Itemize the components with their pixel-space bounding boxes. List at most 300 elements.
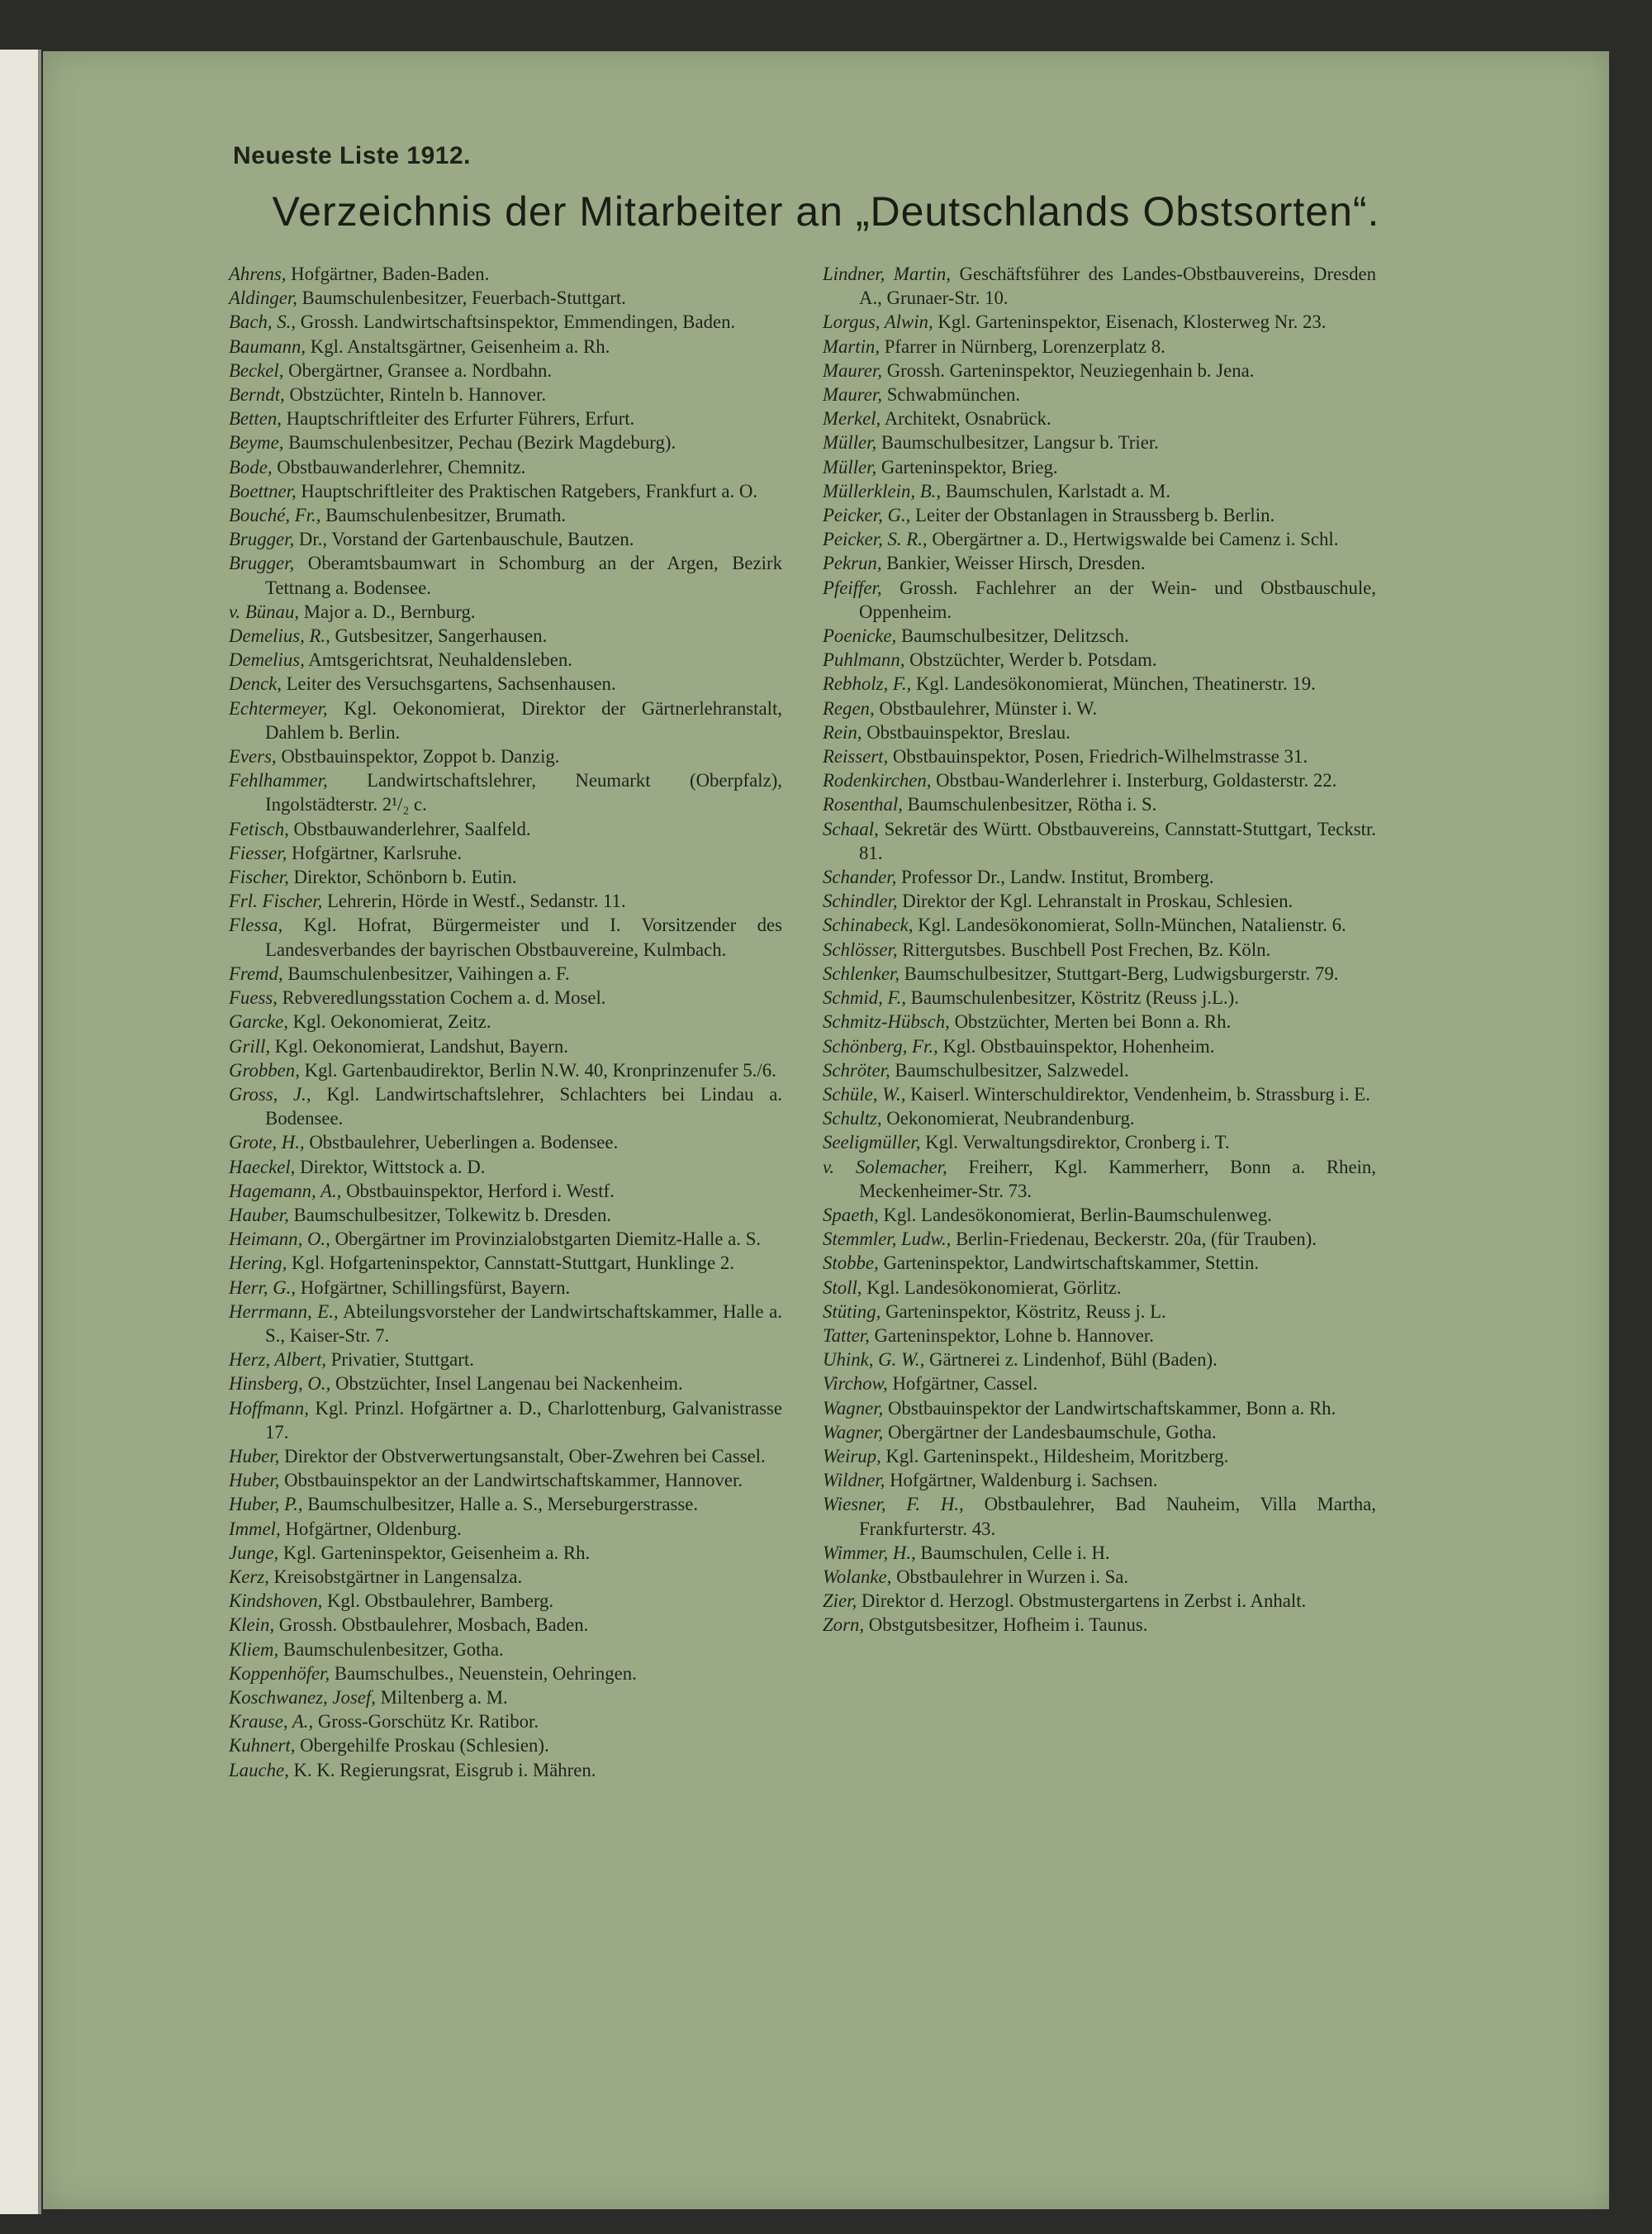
list-entry xyxy=(229,744,782,768)
entry-text: Direktor, Schönborn b. Eutin. xyxy=(293,867,517,888)
entry-name: Seeligmüller, xyxy=(823,1132,921,1153)
entry-text: Obstbaulehrer in Wurzen i. Sa. xyxy=(896,1566,1129,1587)
entry-name: Rebholz, F., xyxy=(823,673,912,695)
entry-text: Kgl. Hofrat, Bürgermeister und I. Vorsitzender des Landesverbandes der bayrischen Obstbauvereine, Kulmbach. xyxy=(265,915,782,960)
entry-name: Kuhnert, xyxy=(229,1735,296,1756)
entry-name: Tatter, xyxy=(823,1324,870,1346)
list-entry xyxy=(229,1082,782,1130)
entry-name: Hering, xyxy=(229,1252,287,1274)
list-entry xyxy=(823,1348,1376,1371)
list-entry xyxy=(823,1227,1376,1251)
entry-text: Schwabmünchen. xyxy=(886,384,1021,406)
entry-text: Rebveredlungsstation Cochem a. d. Mosel. xyxy=(282,987,606,1009)
entry-text: Geschäftsführer des Landes-Obstbauvereins, Dresden A., Grunaer-Str. 10. xyxy=(859,264,1376,309)
list-entry xyxy=(823,359,1376,383)
entry-name: Wagner, xyxy=(823,1397,884,1419)
list-entry xyxy=(229,286,782,310)
entry-name: Schinabeck, xyxy=(823,915,914,936)
entry-text: Kgl. Oekonomierat, Landshut, Bayern. xyxy=(274,1035,568,1057)
entry-name: Grill, xyxy=(229,1035,271,1057)
list-entry xyxy=(229,1227,782,1251)
entry-name: Flessa, xyxy=(229,915,283,936)
entry-name: Schlösser, xyxy=(823,939,898,960)
list-entry xyxy=(229,1541,782,1565)
list-entry xyxy=(823,865,1376,889)
entry-name: Baumann, xyxy=(229,335,306,357)
entry-name: Demelius, xyxy=(229,649,305,671)
entry-name: Lindner, Martin, xyxy=(823,264,951,284)
entry-name: Heimann, O., xyxy=(229,1229,330,1250)
entry-text: Kgl. Prinzl. Hofgärtner a. D., Charlottenburg, Galvanistrasse 17. xyxy=(265,1397,782,1443)
entry-text: Grossh. Landwirtschaftsinspektor, Emmendingen, Baden. xyxy=(300,311,736,333)
list-entry xyxy=(229,503,782,527)
entry-text: Obstbauwanderlehrer, Chemnitz. xyxy=(277,456,526,478)
list-entry xyxy=(823,913,1376,937)
list-entry xyxy=(229,1565,782,1589)
entry-text: Kgl. Landesökonomierat, Solln-München, Natalienstr. 6. xyxy=(918,915,1346,936)
entry-text: Gutsbesitzer, Sangerhausen. xyxy=(335,625,548,647)
entry-name: Regen, xyxy=(823,697,875,719)
entry-name: Weirup, xyxy=(823,1445,881,1466)
list-entry xyxy=(229,913,782,961)
list-entry xyxy=(823,310,1376,334)
entry-text: Kgl. Obstbauinspektor, Hohenheim. xyxy=(942,1035,1215,1057)
list-entry xyxy=(229,1300,782,1348)
entry-text: Baumschulbesitzer, Delitzsch. xyxy=(900,625,1129,647)
entry-text: Privatier, Stuttgart. xyxy=(330,1349,474,1371)
list-entry xyxy=(229,672,782,696)
list-entry xyxy=(229,889,782,913)
list-entry xyxy=(229,1661,782,1685)
entry-text: Grossh. Obstbaulehrer, Mosbach, Baden. xyxy=(278,1614,589,1636)
entry-name: Poenicke, xyxy=(823,625,897,647)
list-entry xyxy=(229,841,782,865)
entry-name: Stüting, xyxy=(823,1300,881,1322)
entry-name: Fuess, xyxy=(229,987,278,1009)
entry-name: Klein, xyxy=(229,1614,275,1636)
entry-text: Major a. D., Bernburg. xyxy=(303,601,476,622)
list-entry xyxy=(229,817,782,841)
entry-text: Garteninspektor, Landwirtschaftskammer, Stettin. xyxy=(883,1252,1260,1274)
entry-name: Herrmann, E., xyxy=(229,1300,339,1322)
entry-name: Grobben, xyxy=(229,1059,300,1081)
entry-text: Kgl. Garteninspektor, Eisenach, Klosterweg Nr. 23. xyxy=(938,311,1327,333)
list-entry xyxy=(229,1058,782,1082)
entry-text: Kreisobstgärtner in Langensalza. xyxy=(273,1566,523,1587)
list-entry xyxy=(823,1300,1376,1324)
page-title: Verzeichnis der Mitarbeiter an „Deutschlands Obstsorten“. xyxy=(272,188,1380,235)
entry-name: Schlenker, xyxy=(823,963,900,984)
entry-name: Kliem, xyxy=(229,1638,279,1660)
list-entry xyxy=(229,359,782,383)
entry-name: Denck, xyxy=(229,673,282,695)
entry-name: Zier, xyxy=(823,1590,857,1612)
entry-text: Kgl. Gartenbaudirektor, Berlin N.W. 40, Kronprinzenufer 5./6. xyxy=(304,1059,776,1081)
entry-text: Freiherr, Kgl. Kammerherr, Bonn a. Rhein, Meckenheimer-Str. 73. xyxy=(859,1156,1376,1201)
entry-name: Boettner, xyxy=(229,480,297,501)
list-entry xyxy=(229,1492,782,1516)
list-entry xyxy=(823,1130,1376,1154)
entry-text: Kgl. Oekonomierat, Zeitz. xyxy=(292,1011,491,1033)
entry-text: Kgl. Obstbaulehrer, Bamberg. xyxy=(327,1590,554,1612)
list-entry xyxy=(229,865,782,889)
entry-text: Kgl. Landesökonomierat, Berlin-Baumschulenweg. xyxy=(883,1204,1272,1225)
entry-text: Kgl. Anstaltsgärtner, Geisenheim a. Rh. xyxy=(310,335,610,357)
list-entry xyxy=(823,986,1376,1010)
list-entry xyxy=(229,1155,782,1179)
entry-name: Immel, xyxy=(229,1518,281,1539)
entry-text: Professor Dr., Landw. Institut, Bromberg. xyxy=(900,867,1214,888)
entry-name: Haeckel, xyxy=(229,1156,296,1177)
list-entry xyxy=(823,1324,1376,1348)
entry-text: Direktor d. Herzogl. Obstmustergartens in Zerbst i. Anhalt. xyxy=(861,1590,1307,1612)
entry-text: Gross-Gorschütz Kr. Ratibor. xyxy=(317,1711,539,1733)
entry-name: Stoll, xyxy=(823,1276,862,1298)
list-entry xyxy=(823,696,1376,720)
entry-text: Obstbau-Wanderlehrer i. Insterburg, Goldasterstr. 22. xyxy=(936,770,1337,791)
list-entry xyxy=(823,1155,1376,1203)
entry-text: Garteninspektor, Lohne b. Hannover. xyxy=(874,1324,1154,1346)
entry-text: Hofgärtner, Schillingsfürst, Bayern. xyxy=(300,1276,571,1298)
list-entry xyxy=(229,1733,782,1757)
entry-text: Abteilungsvorsteher der Landwirtschaftskammer, Halle a. S., Kaiser-Str. 7. xyxy=(265,1300,782,1346)
list-entry xyxy=(823,430,1376,454)
entry-name: Uhink, G. W., xyxy=(823,1349,925,1371)
list-entry xyxy=(229,551,782,599)
list-entry xyxy=(823,1010,1376,1034)
entry-text: Gärtnerei z. Lindenhof, Bühl (Baden). xyxy=(928,1349,1218,1371)
entry-text: Obstgutsbesitzer, Hofheim i. Taunus. xyxy=(868,1614,1148,1636)
entry-name: Bode, xyxy=(229,456,273,478)
entry-name: Lauche, xyxy=(229,1759,289,1780)
list-entry xyxy=(229,1203,782,1227)
entry-text: Berlin-Friedenau, Beckerstr. 20a, (für Trauben). xyxy=(956,1229,1317,1250)
entry-text: Rittergutsbes. Buschbell Post Frechen, Bz. Köln. xyxy=(902,939,1271,960)
entry-text: Obergärtner im Provinzialobstgarten Diemitz-Halle a. S. xyxy=(335,1229,762,1250)
entry-name: Fischer, xyxy=(229,867,289,888)
entry-text: Hofgärtner, Baden-Baden. xyxy=(291,264,490,284)
entry-text: Baumschulenbesitzer, Feuerbach-Stuttgart. xyxy=(301,288,626,309)
list-entry xyxy=(229,310,782,334)
list-entry xyxy=(823,527,1376,551)
entry-name: v. Solemacher, xyxy=(823,1156,947,1177)
list-entry xyxy=(229,1179,782,1203)
list-entry xyxy=(823,889,1376,913)
entry-name: Brugger, xyxy=(229,529,295,550)
entry-text: Obergärtner, Gransee a. Nordbahn. xyxy=(288,359,553,381)
entry-text: Obstbauinspektor der Landwirtschaftskammer, Bonn a. Rh. xyxy=(887,1397,1336,1419)
entry-name: Junge, xyxy=(229,1542,279,1563)
list-entry xyxy=(229,335,782,359)
entry-text: Baumschulenbesitzer, Vaihingen a. F. xyxy=(287,963,570,984)
entry-text: Oberamtsbaumwart in Schomburg an der Argen, Bezirk Tettnang a. Bodensee. xyxy=(265,553,782,598)
list-entry xyxy=(823,1203,1376,1227)
entry-text: Kgl. Garteninspekt., Hildesheim, Moritzberg. xyxy=(885,1445,1229,1466)
list-entry xyxy=(823,1251,1376,1275)
entry-text: Baumschulbesitzer, Salzwedel. xyxy=(895,1059,1129,1081)
entry-text: Baumschulbesitzer, Stuttgart-Berg, Ludwigsburgerstr. 79. xyxy=(904,963,1339,984)
entry-text: Kgl. Landesökonomierat, München, Theatinerstr. 19. xyxy=(915,673,1316,695)
entry-name: Frl. Fischer, xyxy=(229,891,323,912)
list-entry xyxy=(229,1130,782,1154)
list-entry xyxy=(823,1082,1376,1106)
entry-text: Oekonomierat, Neubrandenburg. xyxy=(886,1108,1135,1129)
list-entry xyxy=(229,527,782,551)
entry-name: Huber, P., xyxy=(229,1494,303,1515)
entry-name: Merkel, xyxy=(823,408,881,430)
entry-name: Evers, xyxy=(229,746,277,768)
list-entry xyxy=(229,383,782,406)
entry-name: Peicker, S. R., xyxy=(823,529,928,550)
entry-text: Direktor der Kgl. Lehranstalt in Proskau, Schlesien. xyxy=(902,891,1294,912)
entry-text: Leiter des Versuchsgartens, Sachsenhausen. xyxy=(286,673,616,695)
entry-name: Hagemann, A., xyxy=(229,1180,342,1201)
entry-name: Fremd, xyxy=(229,963,283,984)
list-entry xyxy=(823,624,1376,648)
entry-text: Obstbaulehrer, Bad Nauheim, Villa Martha, Frankfurterstr. 43. xyxy=(859,1494,1377,1539)
list-entry xyxy=(823,1492,1376,1540)
entry-name: Bouché, Fr., xyxy=(229,505,321,526)
entry-text: Garteninspektor, Köstritz, Reuss j. L. xyxy=(885,1300,1166,1322)
entry-text: Leiter der Obstanlagen in Straussberg b. Berlin. xyxy=(915,505,1275,526)
entry-text: Lehrerin, Hörde in Westf., Sedanstr. 11. xyxy=(327,891,626,912)
entry-text: Hofgärtner, Oldenburg. xyxy=(285,1518,462,1539)
list-entry xyxy=(823,792,1376,816)
list-entry xyxy=(229,624,782,648)
list-entry xyxy=(823,744,1376,768)
list-entry xyxy=(823,503,1376,527)
list-entry xyxy=(823,551,1376,575)
list-entry xyxy=(229,1034,782,1058)
list-entry xyxy=(823,938,1376,962)
entry-name: Bach, S., xyxy=(229,311,297,333)
entry-text: Obergehilfe Proskau (Schlesien). xyxy=(300,1735,549,1756)
entry-text: Baumschulbesitzer, Halle a. S., Merseburgerstrasse. xyxy=(307,1494,699,1515)
entry-name: Rein, xyxy=(823,721,862,743)
entry-name: Koschwanez, Josef, xyxy=(229,1686,376,1708)
entry-name: Müllerklein, B., xyxy=(823,480,942,501)
list-entry xyxy=(823,1058,1376,1082)
entry-name: Beckel, xyxy=(229,359,284,381)
entry-text: Baumschulenbesitzer, Pechau (Bezirk Magdeburg). xyxy=(288,432,676,454)
entry-text: Baumschulbesitzer, Langsur b. Trier. xyxy=(881,432,1159,454)
list-entry xyxy=(823,1371,1376,1395)
entry-text: Obergärtner a. D., Hertwigswalde bei Camenz i. Schl. xyxy=(932,529,1339,550)
entry-name: Echtermeyer, xyxy=(229,697,328,719)
entry-text: Baumschulen, Karlstadt a. M. xyxy=(945,480,1171,501)
entry-text: Baumschulbesitzer, Tolkewitz b. Dresden. xyxy=(293,1204,612,1225)
previous-page-edge xyxy=(0,50,41,2214)
entry-name: Puhlmann, xyxy=(823,649,905,671)
entry-name: Krause, A., xyxy=(229,1711,314,1733)
entry-name: Berndt, xyxy=(229,384,285,406)
entry-name: Beyme, xyxy=(229,432,284,454)
entry-text: Direktor, Wittstock a. D. xyxy=(300,1156,486,1177)
entry-name: Pekrun, xyxy=(823,553,882,574)
entry-text: Baumschulenbesitzer, Rötha i. S. xyxy=(907,794,1157,815)
list-entry xyxy=(823,1444,1376,1468)
entry-text: Baumschulen, Celle i. H. xyxy=(920,1542,1110,1563)
entry-text: Hauptschriftleiter des Erfurter Führers, Erfurt. xyxy=(286,408,635,430)
entry-name: Martin, xyxy=(823,335,881,357)
entry-text: Kgl. Oekonomierat, Direktor der Gärtnerlehranstalt, Dahlem b. Berlin. xyxy=(265,697,782,743)
entry-name: Wolanke, xyxy=(823,1566,892,1587)
entry-text: Obstbauinspektor, Breslau. xyxy=(866,721,1070,743)
entry-text: Hofgärtner, Karlsruhe. xyxy=(292,842,463,863)
list-entry xyxy=(229,1371,782,1395)
entry-name: Schröter, xyxy=(823,1059,890,1081)
entry-name: Kindshoven, xyxy=(229,1590,323,1612)
entry-name: Wimmer, H., xyxy=(823,1542,916,1563)
entry-text: Hofgärtner, Waldenburg i. Sachsen. xyxy=(890,1470,1158,1491)
entry-name: Wildner, xyxy=(823,1470,885,1491)
list-entry xyxy=(229,600,782,624)
entry-name: Stobbe, xyxy=(823,1252,879,1274)
list-entry xyxy=(229,1276,782,1300)
list-entry xyxy=(823,672,1376,696)
list-entry xyxy=(229,1709,782,1733)
entry-name: Maurer, xyxy=(823,384,882,406)
list-entry xyxy=(229,1444,782,1468)
list-entry xyxy=(229,455,782,479)
list-entry xyxy=(229,648,782,672)
list-entry xyxy=(823,1613,1376,1637)
entry-name: Müller, xyxy=(823,432,877,454)
list-entry xyxy=(229,430,782,454)
entry-name: Fiesser, xyxy=(229,842,287,863)
entry-text: Baumschulenbesitzer, Gotha. xyxy=(282,1638,504,1660)
entry-name: Zorn, xyxy=(823,1614,865,1636)
entry-text: Baumschulenbesitzer, Köstritz (Reuss j.L.). xyxy=(910,987,1239,1009)
list-entry xyxy=(823,1541,1376,1565)
entry-name: Schmitz-Hübsch, xyxy=(823,1011,950,1033)
list-entry xyxy=(229,986,782,1010)
list-entry xyxy=(823,479,1376,503)
list-entry xyxy=(229,1685,782,1709)
entry-name: Huber, xyxy=(229,1470,280,1491)
list-entry xyxy=(229,1348,782,1371)
list-entry xyxy=(229,962,782,986)
entry-name: Huber, xyxy=(229,1445,280,1466)
list-entry xyxy=(823,1468,1376,1492)
list-entry xyxy=(823,406,1376,430)
list-entry xyxy=(229,696,782,744)
entry-text: Obstbaulehrer, Ueberlingen a. Bodensee. xyxy=(309,1132,619,1153)
entry-text: K. K. Regierungsrat, Eisgrub i. Mähren. xyxy=(293,1759,596,1780)
entry-text: Pfarrer in Nürnberg, Lorenzerplatz 8. xyxy=(884,335,1165,357)
entry-name: Schönberg, Fr., xyxy=(823,1035,938,1057)
entry-text: Obstbauwanderlehrer, Saalfeld. xyxy=(293,818,531,839)
entry-text: Hauptschriftleiter des Praktischen Ratgebers, Frankfurt a. O. xyxy=(301,480,758,501)
entry-text: Landwirtschaftslehrer, Neumarkt (Oberpfalz), Ingolstädterstr. 2¹/₂ c. xyxy=(265,770,782,815)
entry-name: Demelius, R., xyxy=(229,625,330,647)
right-column xyxy=(823,262,1376,1637)
entry-name: Schaal, xyxy=(823,818,879,839)
list-entry xyxy=(823,1396,1376,1420)
entry-text: Amtsgerichtsrat, Neuhaldensleben. xyxy=(308,649,572,671)
entry-name: Stemmler, Ludw., xyxy=(823,1229,952,1250)
list-entry xyxy=(823,1565,1376,1589)
entry-text: Direktor der Obstverwertungsanstalt, Ober-Zwehren bei Cassel. xyxy=(284,1445,766,1466)
entry-name: Koppenhöfer, xyxy=(229,1662,330,1684)
list-entry xyxy=(823,383,1376,406)
entry-name: Fetisch, xyxy=(229,818,289,839)
entry-name: Garcke, xyxy=(229,1011,288,1033)
entry-text: Grossh. Garteninspektor, Neuziegenhain b. Jena. xyxy=(886,359,1255,381)
entry-name: Hinsberg, O., xyxy=(229,1373,331,1395)
list-entry xyxy=(823,648,1376,672)
entry-text: Kgl. Landesökonomierat, Görlitz. xyxy=(866,1276,1122,1298)
list-entry xyxy=(823,1276,1376,1300)
list-entry xyxy=(229,768,782,816)
entry-name: Peicker, G., xyxy=(823,505,911,526)
entry-name: Maurer, xyxy=(823,359,882,381)
entry-name: Pfeiffer, xyxy=(823,577,882,598)
entry-text: Baumschulenbesitzer, Brumath. xyxy=(325,505,567,526)
list-entry xyxy=(823,1106,1376,1130)
entry-text: Hofgärtner, Cassel. xyxy=(892,1373,1038,1395)
list-entry xyxy=(823,335,1376,359)
entry-name: Spaeth, xyxy=(823,1204,879,1225)
entry-text: Obstbauinspektor, Posen, Friedrich-Wilhelmstrasse 31. xyxy=(892,746,1308,768)
entry-name: Hoffmann, xyxy=(229,1397,309,1419)
entry-name: Schultz, xyxy=(823,1108,882,1129)
entry-name: Brugger, xyxy=(229,553,295,574)
entry-name: Rodenkirchen, xyxy=(823,770,932,791)
entry-name: Reissert, xyxy=(823,746,889,768)
list-entry xyxy=(229,262,782,286)
entry-name: Virchow, xyxy=(823,1373,888,1395)
list-entry xyxy=(229,406,782,430)
entry-name: Wagner, xyxy=(823,1421,884,1443)
list-entry xyxy=(229,1396,782,1444)
entry-name: Müller, xyxy=(823,456,877,478)
list-entry xyxy=(823,455,1376,479)
list-entry xyxy=(823,768,1376,792)
entry-name: Gross, J., xyxy=(229,1083,311,1105)
entry-text: Obstbauinspektor, Zoppot b. Danzig. xyxy=(281,746,560,768)
entry-text: Obstzüchter, Merten bei Bonn a. Rh. xyxy=(954,1011,1232,1033)
entry-text: Kaiserl. Winterschuldirektor, Vendenheim, b. Strassburg i. E. xyxy=(910,1083,1370,1105)
entry-text: Obergärtner der Landesbaumschule, Gotha. xyxy=(887,1421,1217,1443)
list-entry xyxy=(823,1034,1376,1058)
list-entry xyxy=(229,1468,782,1492)
entry-text: Grossh. Fachlehrer an der Wein- und Obstbauschule, Oppenheim. xyxy=(859,577,1376,622)
list-entry xyxy=(823,576,1376,624)
document-page xyxy=(43,51,1609,2209)
entry-text: Bankier, Weisser Hirsch, Dresden. xyxy=(886,553,1146,574)
list-entry xyxy=(229,1589,782,1613)
entry-text: Kgl. Hofgarteninspektor, Cannstatt-Stuttgart, Hunklinge 2. xyxy=(292,1252,734,1274)
list-entry xyxy=(229,1637,782,1661)
entry-name: Wiesner, F. H., xyxy=(823,1494,964,1515)
list-entry xyxy=(823,262,1376,310)
entry-name: Herr, G., xyxy=(229,1276,297,1298)
list-entry xyxy=(229,1613,782,1637)
entry-name: Kerz, xyxy=(229,1566,269,1587)
entry-text: Garteninspektor, Brieg. xyxy=(881,456,1058,478)
entry-text: Architekt, Osnabrück. xyxy=(884,408,1051,430)
entry-name: Schüle, W., xyxy=(823,1083,906,1105)
list-entry xyxy=(823,817,1376,865)
entry-name: Schander, xyxy=(823,867,897,888)
entry-text: Kgl. Verwaltungsdirektor, Cronberg i. T. xyxy=(925,1132,1230,1153)
entry-name: v. Bünau, xyxy=(229,601,300,622)
entry-text: Sekretär des Württ. Obstbauvereins, Cannstatt-Stuttgart, Teckstr. 81. xyxy=(859,818,1376,863)
entry-name: Grote, H., xyxy=(229,1132,305,1153)
entry-name: Ahrens, xyxy=(229,264,287,284)
entry-name: Schmid, F., xyxy=(823,987,906,1009)
